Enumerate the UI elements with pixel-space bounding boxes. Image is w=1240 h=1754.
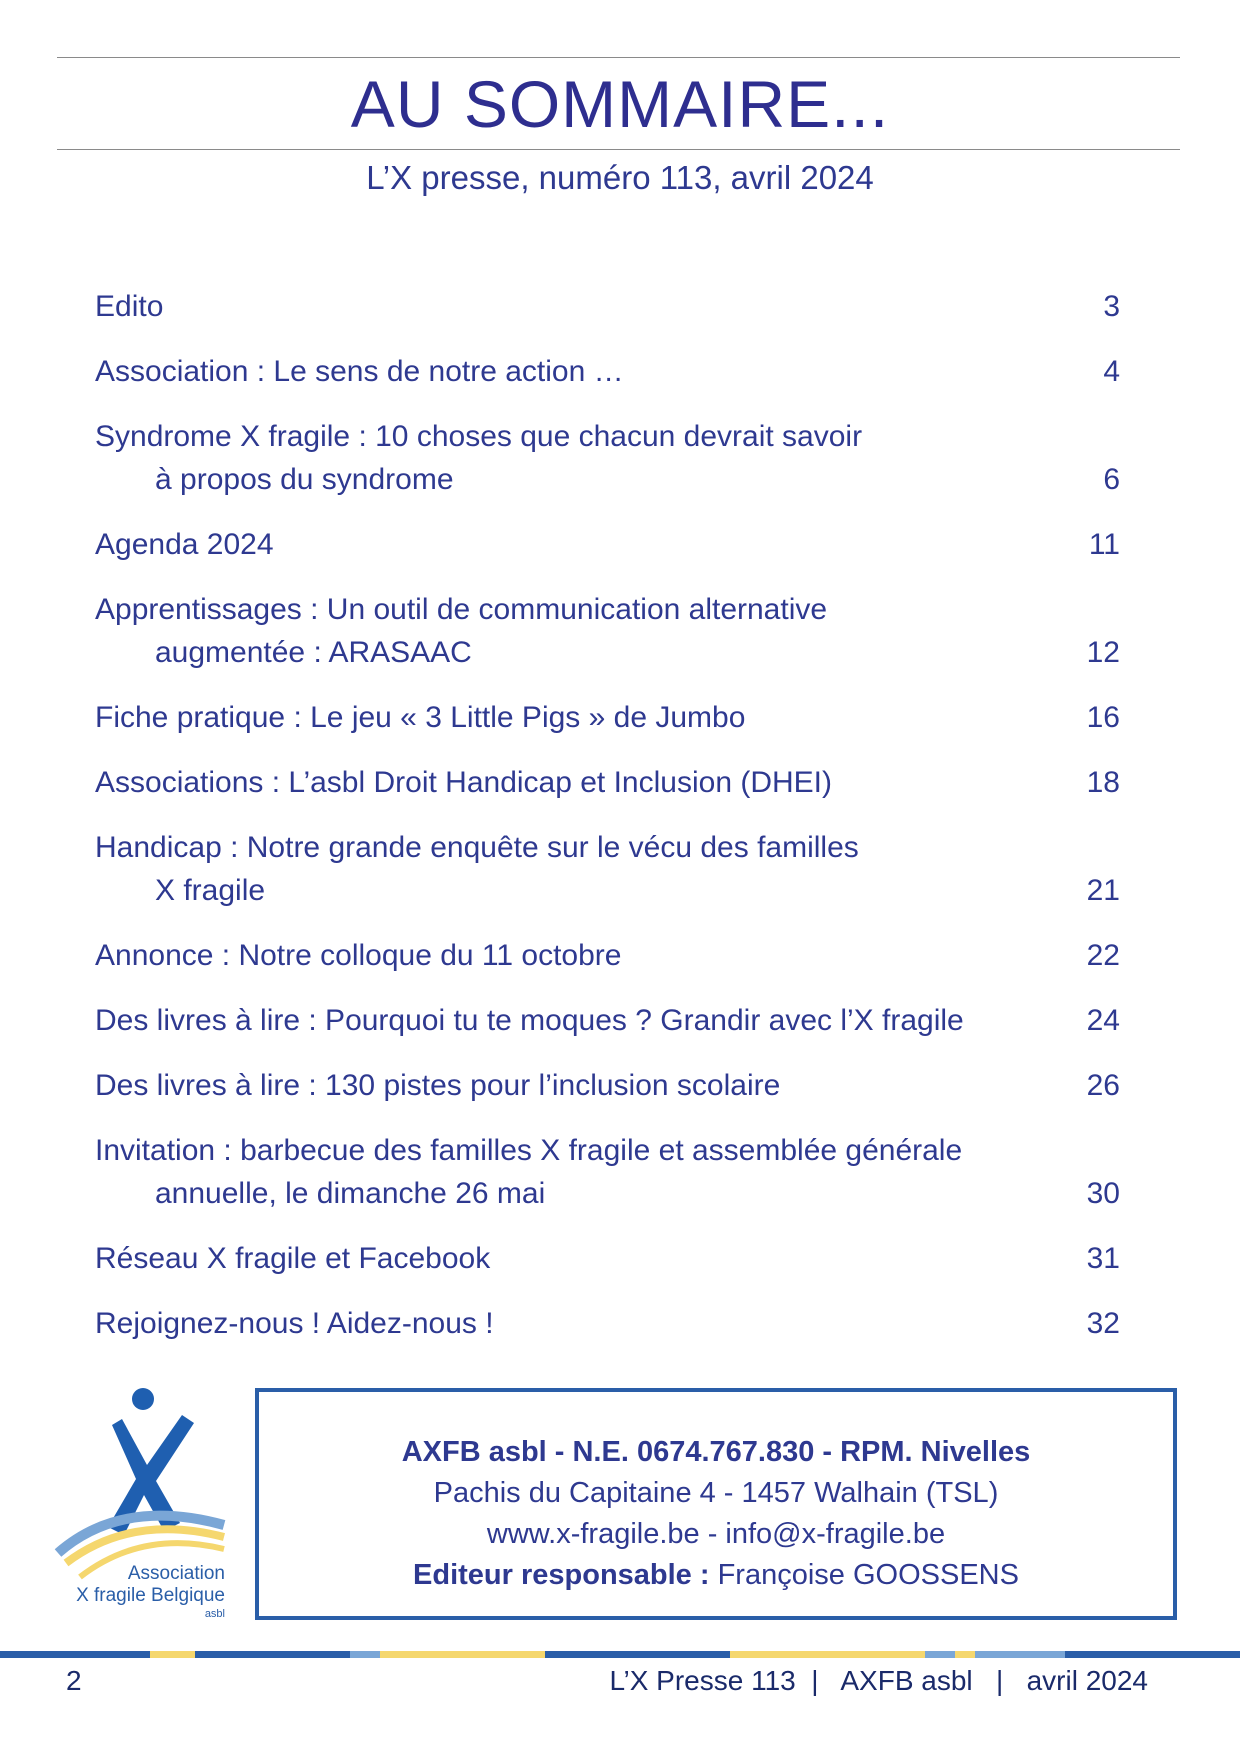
toc-entry-page: 31 xyxy=(1086,1242,1120,1275)
logo-text-line1: Association xyxy=(127,1563,225,1584)
toc-entry-page: 6 xyxy=(1103,463,1120,496)
toc-entry-title-continued: augmentée : ARASAAC xyxy=(155,636,472,669)
toc-entry xyxy=(95,1064,1120,1107)
toc-entry-page: 30 xyxy=(1086,1177,1120,1210)
association-logo xyxy=(52,1385,232,1625)
toc-entry-title: Rejoignez-nous ! Aidez-nous ! xyxy=(95,1307,494,1340)
footer-publication-info: L’X Presse 113 | AXFB asbl | avril 2024 xyxy=(609,1665,1148,1696)
editor-name: Françoise GOOSSENS xyxy=(709,1559,1019,1591)
toc-entry-title-continued: à propos du syndrome xyxy=(155,463,454,496)
page-footer xyxy=(0,1665,1240,1705)
decorative-color-band xyxy=(0,1651,1240,1658)
editor-label: Editeur responsable : xyxy=(413,1559,710,1591)
toc-entry-page: 32 xyxy=(1086,1307,1120,1340)
title-rule xyxy=(57,149,1180,150)
toc-entry-page: 4 xyxy=(1103,355,1120,388)
toc-entry xyxy=(95,1129,1120,1215)
toc-entry xyxy=(95,696,1120,739)
toc-entry-page: 11 xyxy=(1088,528,1120,561)
toc-entry xyxy=(95,588,1120,674)
logo-icon xyxy=(52,1385,232,1625)
toc-entry-title: Edito xyxy=(95,290,164,323)
toc-entry-title: Annonce : Notre colloque du 11 octobre xyxy=(95,939,622,972)
toc-entry-title-continued: annuelle, le dimanche 26 mai xyxy=(155,1177,546,1210)
toc-entry xyxy=(95,415,1120,501)
toc-entry-title: Réseau X fragile et Facebook xyxy=(95,1242,491,1275)
info-contact: www.x-fragile.be - info@x-fragile.be xyxy=(486,1518,946,1550)
toc-entry-title: Association : Le sens de notre action … xyxy=(95,355,624,388)
toc-entry xyxy=(95,761,1120,804)
info-registration: AXFB asbl - N.E. 0674.767.830 - RPM. Nivelles xyxy=(401,1436,1031,1468)
toc-entry-page: 24 xyxy=(1086,1004,1120,1037)
toc-entry-title: Apprentissages : Un outil de communication alternative xyxy=(95,593,828,626)
toc-entry-title: Associations : L’asbl Droit Handicap et Inclusion (DHEI) xyxy=(95,766,832,799)
toc-entry-title: Handicap : Notre grande enquête sur le vécu des familles xyxy=(95,831,859,864)
top-rule xyxy=(57,57,1180,58)
toc-entry-title: Fiche pratique : Le jeu « 3 Little Pigs » de Jumbo xyxy=(95,701,746,734)
toc-entry xyxy=(95,999,1120,1042)
toc-entry xyxy=(95,934,1120,977)
toc-entry-page: 18 xyxy=(1086,766,1120,799)
page-title: AU SOMMAIRE... xyxy=(350,67,890,141)
toc-entry-page: 21 xyxy=(1086,874,1120,907)
toc-entry-title: Des livres à lire : 130 pistes pour l’inclusion scolaire xyxy=(95,1069,781,1102)
table-of-contents xyxy=(95,285,1120,1367)
publisher-info-box xyxy=(255,1388,1177,1620)
toc-entry xyxy=(95,523,1120,566)
page-number: 2 xyxy=(66,1665,82,1696)
toc-entry xyxy=(95,285,1120,328)
toc-entry-title: Syndrome X fragile : 10 choses que chacun devrait savoir xyxy=(95,420,863,453)
toc-entry-page: 26 xyxy=(1086,1069,1120,1102)
toc-entry xyxy=(95,826,1120,912)
logo-text-line2: X fragile Belgique xyxy=(76,1585,225,1606)
toc-entry-page: 22 xyxy=(1086,939,1120,972)
toc-entry-page: 16 xyxy=(1086,701,1120,734)
toc-entry-title-continued: X fragile xyxy=(155,874,266,907)
toc-entry xyxy=(95,350,1120,393)
toc-entry xyxy=(95,1237,1120,1280)
toc-entry xyxy=(95,1302,1120,1345)
issue-subtitle: L’X presse, numéro 113, avril 2024 xyxy=(366,159,874,196)
toc-entry-title: Des livres à lire : Pourquoi tu te moques ? Grandir avec l’X fragile xyxy=(95,1004,964,1037)
toc-entry-page: 3 xyxy=(1103,290,1120,323)
toc-entry-title: Invitation : barbecue des familles X fragile et assemblée générale xyxy=(95,1134,963,1167)
logo-text-line3: asbl xyxy=(204,1608,225,1620)
info-editor xyxy=(259,1555,1173,1596)
toc-entry-title: Agenda 2024 xyxy=(95,528,274,561)
toc-entry-page: 12 xyxy=(1086,636,1120,669)
info-address: Pachis du Capitaine 4 - 1457 Walhain (TSL) xyxy=(433,1477,999,1509)
